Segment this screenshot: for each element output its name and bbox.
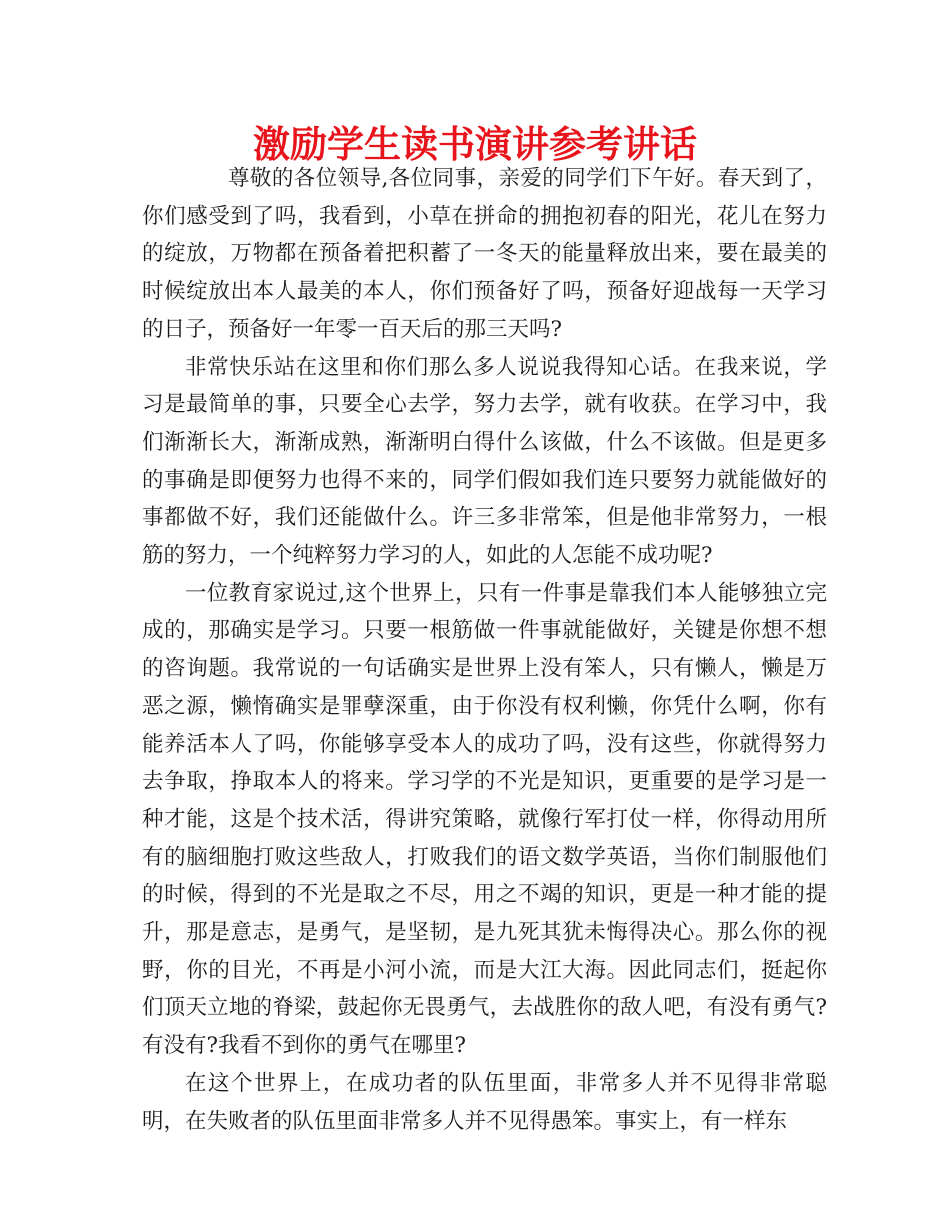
paragraph-educator-quote: 一位教育家说过,这个世界上，只有一件事是靠我们本人能够独立完成的，那确实是学习。只要一根筋做一件事就能做好，关键是你想不想的咨询题。我常说的一句话确实是世界上没有笨人，只有懒人，懒是万恶之源，懒惰确实是罪孽深重，由于你没有权利懒，你凭什么啊，你有能养活本人了吗，你能够享受本人的成功了吗，没有这些，你就得努力去争取，挣取本人的将来。学习学的不光是知识，更重要的是学习是一种才能，这是个技术活，得讲究策略，就像行军打仗一样，你得动用所有的脑细胞打败这些敌人，打败我们的语文数学英语，当你们制服他们的时候，得到的不光是取之不尽，用之不竭的知识，更是一种才能的提升，那是意志，是勇气，是坚韧，是九死其犹未悔得决心。那么你的视野，你的目光，不再是小河小流，而是大江大海。因此同志们，挺起你们顶天立地的脊梁，鼓起你无畏勇气，去战胜你的敌人吧，有没有勇气?有没有?我看不到你的勇气在哪里? (142, 580, 827, 1059)
document-body (142, 160, 827, 1140)
paragraph-success-ranks: 在这个世界上，在成功者的队伍里面，非常多人并不见得非常聪明，在失败者的队伍里面非常多人并不见得愚笨。事实上，有一样东 (142, 1070, 827, 1134)
paragraph-happy-to-speak: 非常快乐站在这里和你们那么多人说说我得知心话。在我来说，学习是最简单的事，只要全心去学，努力去学，就有收获。在学习中，我们渐渐长大，渐渐成熟，渐渐明白得什么该做，什么不该做。但是更多的事确是即便努力也得不来的，同学们假如我们连只要努力就能做好的事都做不好，我们还能做什么。许三多非常笨，但是他非常努力，一根筋的努力，一个纯粹努力学习的人，如此的人怎能不成功呢? (142, 354, 827, 569)
paragraph-greeting: 尊敬的各位领导,各位同事，亲爱的同学们下午好。春天到了，你们感受到了吗，我看到，小草在拼命的拥抱初春的阳光，花儿在努力的绽放，万物都在预备着把积蓄了一冬天的能量释放出来，要在最美的时候绽放出本人最美的本人，你们预备好了吗，预备好迎战每一天学习的日子，预备好一年零一百天后的那三天吗? (142, 166, 827, 342)
document-title: 激励学生读书演讲参考讲话 (253, 123, 697, 166)
